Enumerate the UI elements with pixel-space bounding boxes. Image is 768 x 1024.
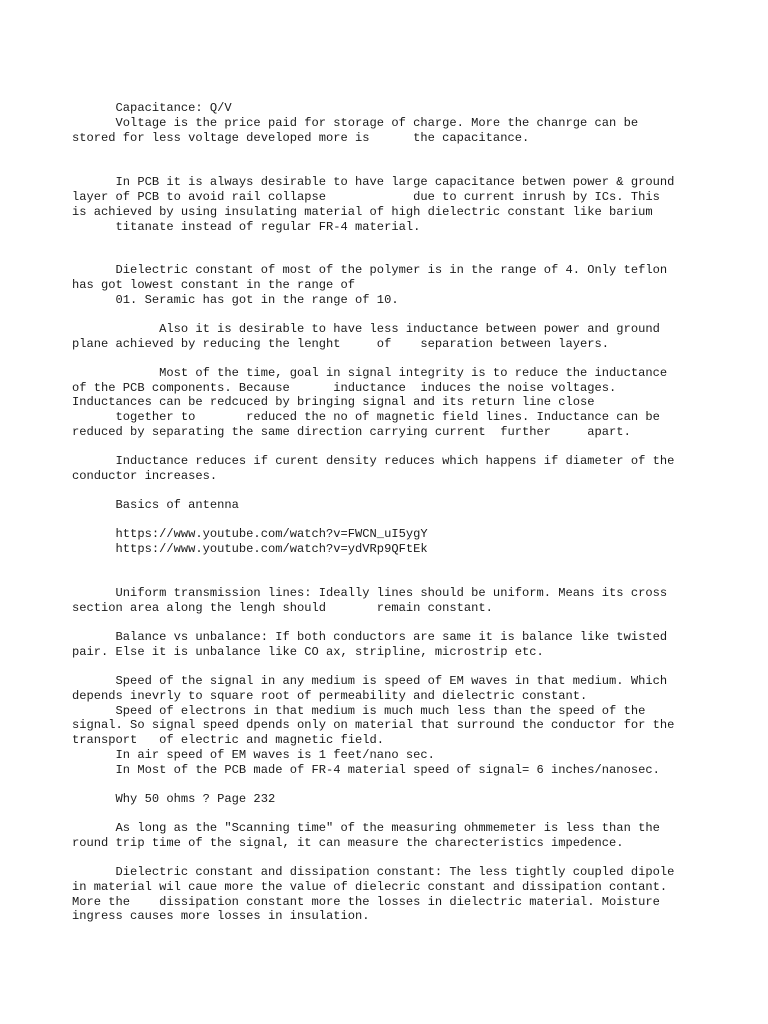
text-line: In Most of the PCB made of FR-4 material speed of signal= 6 inches/nanosec.: [72, 763, 660, 777]
text-line: layer of PCB to avoid rail collapse due to current inrush by ICs. This: [72, 190, 660, 204]
text-line: Capacitance: Q/V: [72, 101, 232, 115]
text-line: titanate instead of regular FR-4 material.: [72, 220, 421, 234]
text-line: round trip time of the signal, it can measure the charecteristics impedence.: [72, 836, 624, 850]
text-line: 01. Seramic has got in the range of 10.: [72, 293, 399, 307]
section-heading: Basics of antenna: [72, 498, 239, 512]
text-line: Speed of electrons in that medium is much much less than the speed of the: [72, 704, 646, 718]
text-line: Balance vs unbalance: If both conductors are same it is balance like twisted: [72, 630, 668, 644]
text-line: conductor increases.: [72, 469, 218, 483]
text-line: Inductance reduces if curent density reduces which happens if diameter of the: [72, 454, 675, 468]
text-line: Also it is desirable to have less inductance between power and ground: [72, 322, 660, 336]
text-line: Voltage is the price paid for storage of charge. More the chanrge can be: [72, 116, 639, 130]
text-line: More the dissipation constant more the losses in dielectric material. Moisture: [72, 895, 660, 909]
text-line: Inductances can be redcuced by bringing signal and its return line close: [72, 395, 595, 409]
text-line: pair. Else it is unbalance like CO ax, stripline, microstrip etc.: [72, 645, 544, 659]
text-line: together to reduced the no of magnetic field lines. Inductance can be: [72, 410, 660, 424]
text-line: As long as the "Scanning time" of the measuring ohmmemeter is less than the: [72, 821, 660, 835]
text-line: Most of the time, goal in signal integrity is to reduce the inductance: [72, 366, 668, 380]
text-line: stored for less voltage developed more is the capacitance.: [72, 131, 530, 145]
text-line: transport of electric and magnetic field.: [72, 733, 385, 747]
text-line: Speed of the signal in any medium is speed of EM waves in that medium. Which: [72, 674, 668, 688]
text-line: Dielectric constant of most of the polymer is in the range of 4. Only teflon: [72, 263, 668, 277]
text-line: Dielectric constant and dissipation constant: The less tightly coupled dipole: [72, 865, 675, 879]
text-line: signal. So signal speed dpends only on material that surround the conductor for the: [72, 718, 675, 732]
text-line: section area along the lengh should remain constant.: [72, 601, 493, 615]
text-line: reduced by separating the same direction carrying current further apart.: [72, 425, 631, 439]
text-line: ingress causes more losses in insulation.: [72, 909, 370, 923]
text-line: of the PCB components. Because inductance induces the noise voltages.: [72, 381, 617, 395]
text-line: In PCB it is always desirable to have large capacitance betwen power & ground: [72, 175, 675, 189]
text-line: in material wil caue more the value of dielecric constant and dissipation contant.: [72, 880, 668, 894]
text-line: Why 50 ohms ? Page 232: [72, 792, 276, 806]
text-line: depends inevrly to square root of permeability and dielectric constant.: [72, 689, 588, 703]
url-line: https://www.youtube.com/watch?v=ydVRp9QFtEk: [72, 542, 428, 556]
text-line: Uniform transmission lines: Ideally lines should be uniform. Means its cross: [72, 586, 668, 600]
url-line: https://www.youtube.com/watch?v=FWCN_uI5ygY: [72, 527, 428, 541]
text-line: plane achieved by reducing the lenght of separation between layers.: [72, 337, 610, 351]
text-line: In air speed of EM waves is 1 feet/nano sec.: [72, 748, 435, 762]
text-line: has got lowest constant in the range of: [72, 278, 356, 292]
text-line: is achieved by using insulating material of high dielectric constant like barium: [72, 205, 653, 219]
